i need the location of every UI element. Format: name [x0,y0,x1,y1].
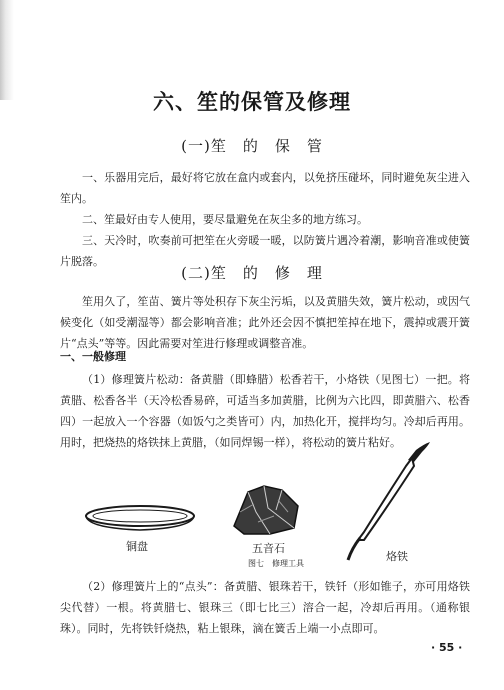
figure-caption: 图七 修理工具 [248,559,304,568]
tray-illustration [84,498,196,538]
section-title-repair: (二)笙 的 修 理 [181,264,323,282]
storage-item-3: 三、天冷时，吹奏前可把笙在火旁暖一暖，以防簧片遇冷着潮，影响音准或使簧片脱落。 [60,234,470,268]
repair-paragraph-1: （1）修理簧片松动：备黄腊（即蜂腊）松香若干，小烙铁（见图七）一把。将黄腊、松香各半（天冷松香易碎，可适当多加黄腊，比例为六比四，即黄腊六、松香四）一起放入一个容器（如饭勺之类皆可）内，加热化开，搅拌均匀。冷却后再用。用时，把烧热的烙铁抹上黄腊，（如同焊锡一样），将松动的簧片粘好。 [60,373,470,449]
repair-intro: 笙用久了，笙苗、簧片等处积存下灰尘污垢，以及黄腊失效，簧片松动，或因气候变化（如受潮湿等）都会影响音准；此外还会因不慎把笙掉在地下，震掉或震开簧片“点头”等等。因此需要对笙进行修理或调整音准。 [60,295,470,350]
sub-heading-general-repair: 一、一般修理 [60,350,126,363]
page-number: · 55 · [431,641,463,654]
rosin-label: 五音石 [252,542,285,555]
chapter-title: 六、笙的保管及修理 [153,90,351,114]
tray-label: 铜盘 [126,540,148,553]
storage-item-1: 一、乐器用完后，最好将它放在盒内或套内，以免挤压碰坏，同时避免灰尘进入笙内。 [60,171,470,205]
repair-paragraph-2: （2）修理簧片上的“点头”：备黄腊、银珠若干，铁钎（形如锥子，亦可用烙铁尖代替）一根。将黄腊七、银珠三（即七比三）溶合一起，冷却后再用。（通称银珠）。同时，先将铁钎烧热，粘上银珠，滴在簧舌上端一小点即可。 [60,580,470,635]
iron-label: 烙铁 [386,550,408,563]
storage-item-2: 二、笙最好由专人使用，要尽量避免在灰尘多的地方练习。 [82,213,368,226]
rosin-illustration [230,482,302,538]
soldering-iron-illustration [344,440,434,564]
section-title-storage: (一)笙 的 保 管 [181,137,323,155]
storage-list [60,167,470,272]
scan-edge [0,0,14,100]
